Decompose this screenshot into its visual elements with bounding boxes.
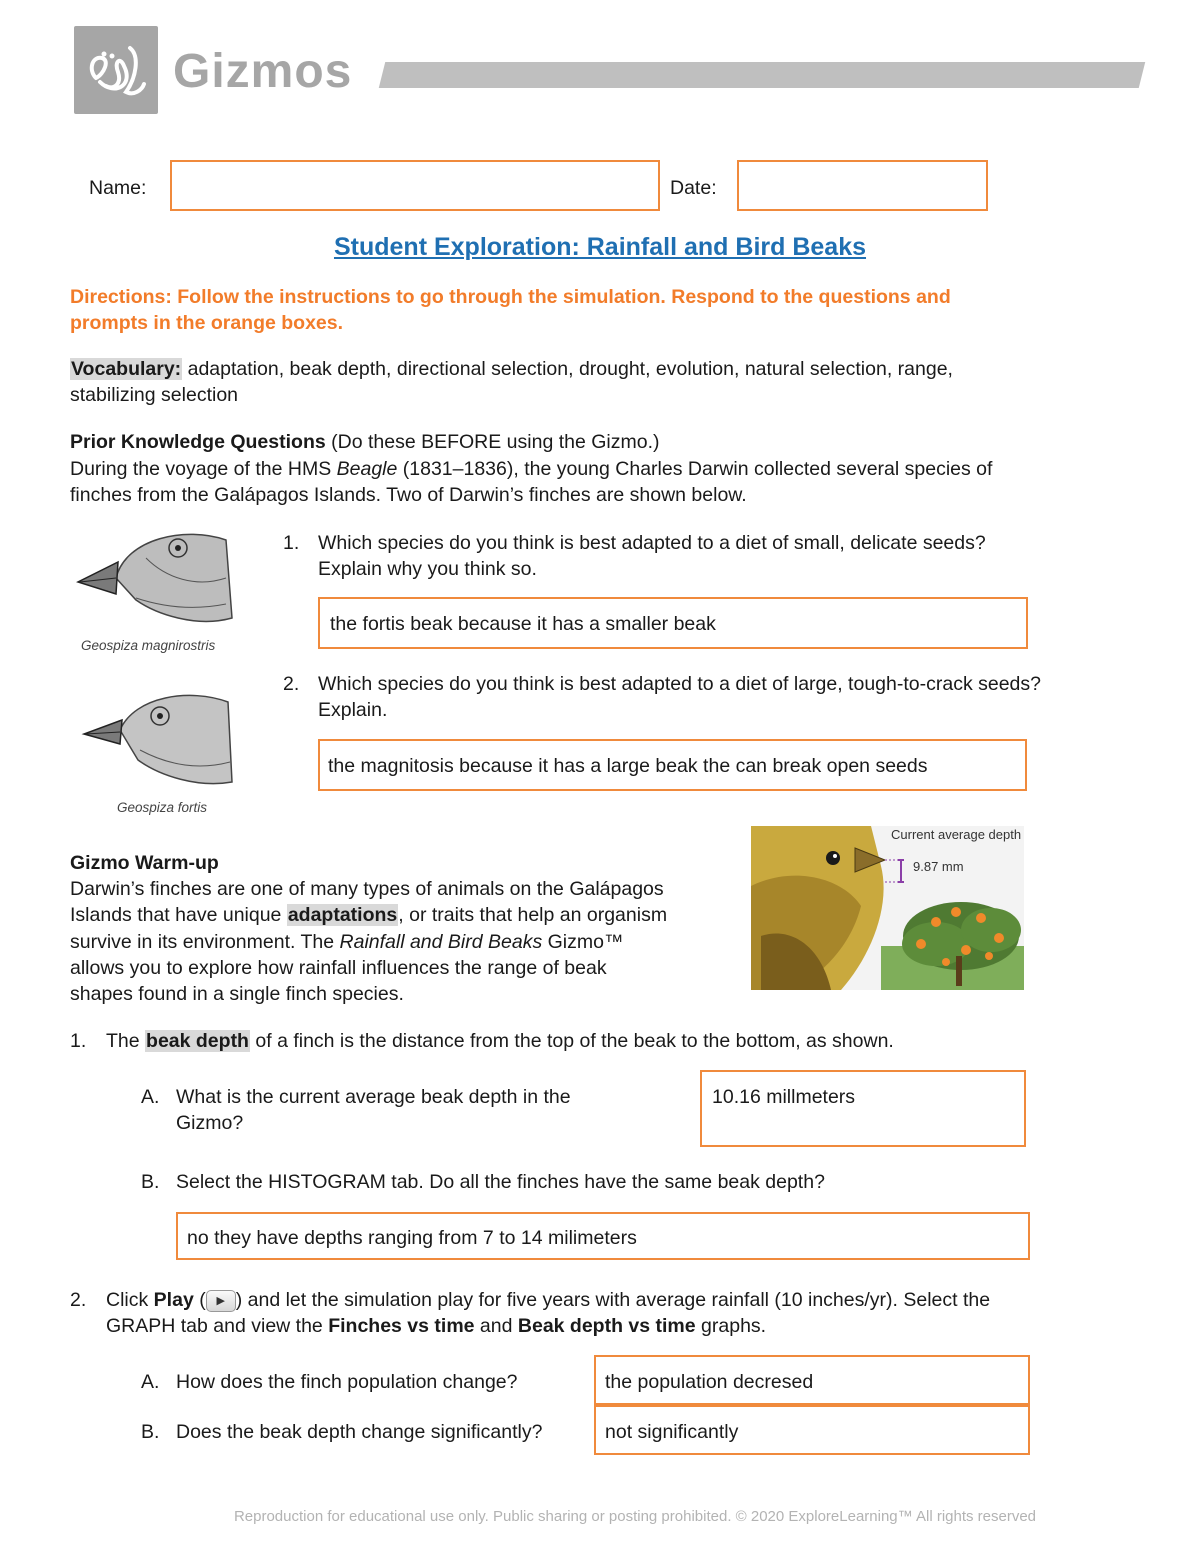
q1-text-part: The [106,1030,146,1052]
prior-q1-answer-box[interactable] [318,597,1028,649]
q1b-letter: B. [141,1171,160,1193]
q2-text-part: and [474,1315,518,1337]
warmup-line-3 [70,929,623,955]
prior-heading-label: Prior Knowledge Questions [70,431,326,453]
header-bar [379,62,1145,88]
beak-depth-vs-time-term: Beak depth vs time [517,1315,696,1337]
finch-magnirostris-image [76,518,236,636]
vocabulary-label: Vocabulary: [71,358,182,380]
q2a-answer: the population decresed [605,1371,814,1393]
q1a-answer-box[interactable] [700,1070,1026,1147]
finches-vs-time-term: Finches vs time [328,1315,475,1337]
prior-q1-line-1: Which species do you think is best adapted to a diet of small, delicate seeds? [318,532,986,554]
q2-text-part: graphs. [695,1315,767,1337]
gizmos-brand: Gizmos [173,45,353,98]
caption-magnirostris: Geospiza magnirostris [81,638,216,653]
warmup-text: survive in its environment. The [70,931,340,953]
q2-text-part: ( [193,1289,206,1311]
vocabulary-line-2: stabilizing selection [70,384,239,406]
play-term: Play [153,1289,194,1311]
date-field[interactable] [737,160,988,211]
warmup-text: , or traits that help an organism [398,904,668,926]
q2a-letter: A. [141,1371,160,1393]
warmup-line-4: allows you to explore how rainfall influences the range of beak [70,957,607,979]
name-label: Name: [89,177,147,199]
q1b-answer-box[interactable] [176,1212,1030,1260]
prior-q1-number: 1. [283,532,300,554]
vocabulary-terms: adaptation, beak depth, directional selection, drought, evolution, natural selection, range, [182,358,953,380]
footer-copyright: Reproduction for educational use only. Public sharing or posting prohibited. © 2020 ExploreLearning™ All rights reserved [233,1508,1037,1525]
q2-text-part: Click [106,1289,154,1311]
beagle-ship-name: Beagle [336,458,398,480]
prior-q2-answer: the magnitosis because it has a large beak the can break open seeds [328,755,928,777]
warmup-line-5: shapes found in a single finch species. [70,983,404,1005]
prior-text: During the voyage of the HMS [70,458,337,480]
caption-fortis: Geospiza fortis [117,800,208,815]
prior-text: (1831–1836), the young Charles Darwin collected several species of [397,458,993,480]
current-depth-label: Current average depth [891,827,1022,842]
prior-q2-line-1: Which species do you think is best adapted to a diet of large, tough-to-crack seeds? [318,673,1041,695]
prior-q2-line-2: Explain. [318,699,388,721]
q2-line-1 [106,1287,990,1313]
q1a-answer: 10.16 millmeters [712,1086,856,1108]
warmup-text: Gizmo™ [542,931,624,953]
q2-text-part: GRAPH tab and view the [106,1315,329,1337]
date-label: Date: [670,177,717,199]
q2a-text: How does the finch population change? [176,1371,518,1393]
q2-text-part: ) and let the simulation play for five years with average rainfall (10 inches/yr). Select the [235,1289,991,1311]
q2-number: 2. [70,1289,87,1311]
q1a-line-1: What is the current average beak depth in the [176,1086,571,1108]
q2b-answer-box[interactable] [594,1405,1030,1455]
q1-text-part: of a finch is the distance from the top of the beak to the bottom, as shown. [249,1030,894,1052]
beak-depth-term: beak depth [146,1030,249,1052]
prior-q2-number: 2. [283,673,300,695]
prior-intro-line-2: finches from the Galápagos Islands. Two of Darwin’s finches are shown below. [70,484,747,506]
q1a-line-2: Gizmo? [176,1112,244,1134]
warmup-heading: Gizmo Warm-up [70,852,219,874]
current-depth-value: 9.87 mm [913,859,964,874]
prior-knowledge-heading [70,429,660,455]
finch-fortis-image [80,680,240,798]
warmup-text: Islands that have unique [70,904,287,926]
q1-number: 1. [70,1030,87,1052]
play-button-icon: ▶ [206,1290,236,1312]
directions-line-1: Directions: Follow the instructions to go through the simulation. Respond to the questions and [70,286,951,308]
prior-q2-answer-box[interactable] [318,739,1027,791]
el-logo-icon [74,26,158,114]
prior-intro-line-1 [70,456,992,482]
gizmo-name: Rainfall and Bird Beaks [339,931,543,953]
warmup-line-2 [70,902,667,928]
q1a-letter: A. [141,1086,160,1108]
adaptations-term: adaptations [287,904,398,926]
name-field[interactable] [170,160,660,211]
q2b-letter: B. [141,1421,160,1443]
directions-line-2: prompts in the orange boxes. [70,312,344,334]
prior-q1-answer: the fortis beak because it has a smaller beak [330,613,716,635]
prior-heading-note: (Do these BEFORE using the Gizmo.) [325,431,660,453]
q1b-answer: no they have depths ranging from 7 to 14 milimeters [187,1227,637,1249]
warmup-line-1: Darwin’s finches are one of many types of animals on the Galápagos [70,878,664,900]
explorelearning-logo [74,26,158,114]
q1b-text: Select the HISTOGRAM tab. Do all the finches have the same beak depth? [176,1171,825,1193]
vocabulary-line-1 [70,356,953,382]
q2b-text: Does the beak depth change significantly? [176,1421,543,1443]
q2-line-2 [106,1313,766,1339]
prior-q1-line-2: Explain why you think so. [318,558,537,580]
q2a-answer-box[interactable] [594,1355,1030,1405]
q1-text [106,1028,894,1054]
gizmo-finch-screenshot [751,826,1024,990]
page-title: Student Exploration: Rainfall and Bird Beaks [333,233,867,261]
q2b-answer: not significantly [605,1421,739,1443]
